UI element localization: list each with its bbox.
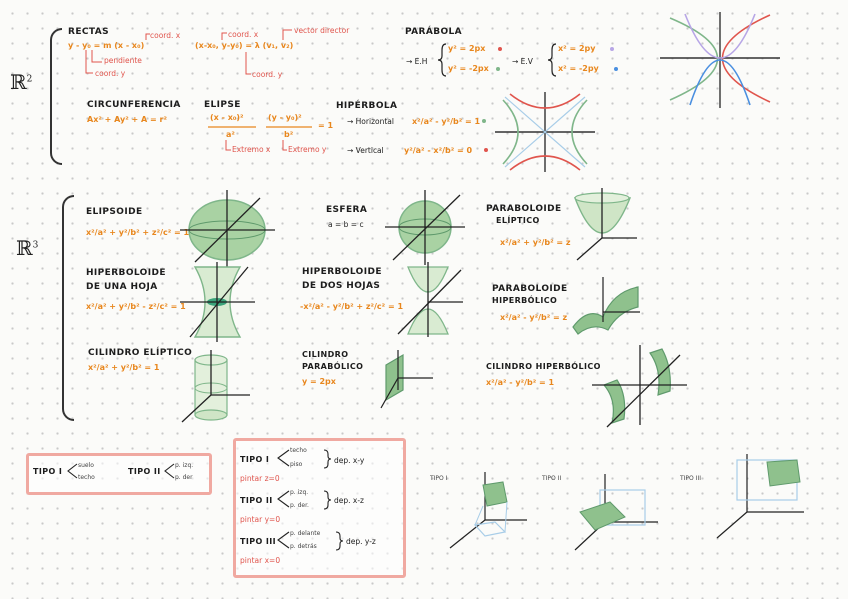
paraboloide-eliptico-title2: ELÍPTICO xyxy=(496,216,540,225)
parabola-eh-eq1: y² = 2px xyxy=(448,44,486,53)
elipsoide-title: ELIPSOIDE xyxy=(86,207,143,217)
elipse-note-y: Extremo y xyxy=(288,145,327,154)
hiperboloide-una-hoja-title1: HIPERBOLOIDE xyxy=(86,268,166,278)
box2-t2-dep: dep. x-z xyxy=(334,496,364,505)
tipo3-region-diagram xyxy=(712,452,807,542)
hiperbola-vertical-eq: y²/a² - x²/b² = 0 xyxy=(404,146,473,155)
hiperboloide-una-hoja-title2: DE UNA HOJA xyxy=(86,282,158,292)
hiperbola-vertical-label: → Vertical xyxy=(347,146,384,155)
box2-t3-dep: dep. y-z xyxy=(346,537,376,546)
box2-t2: TIPO II xyxy=(240,496,273,505)
paraboloide-hiperbolico-title1: PARABOLOIDE xyxy=(492,284,568,294)
elipse-num2: (y - y₀)² xyxy=(268,113,302,122)
r3-label: ℝ$^3$ xyxy=(16,236,39,260)
box2-t1-dep: dep. x-y xyxy=(334,456,365,465)
cilindro-parabolico-eq: y = 2px xyxy=(302,377,336,386)
note-coord-y1: coord. y xyxy=(95,69,126,78)
tipo2-region-diagram xyxy=(570,472,660,552)
box2-t2-top: p. izq. xyxy=(290,489,309,496)
hiperbola-horizontal-label: → Horizontal xyxy=(347,117,394,126)
box2-t3-top: p. delante xyxy=(290,530,321,537)
hiperboloide-dos-hojas-eq: -x²/a² - y²/b² + z²/c² = 1 xyxy=(300,302,404,311)
box2-t3-bottom: p. detrás xyxy=(290,543,317,550)
parabola-ev: → E.V xyxy=(512,57,533,66)
note-vector-director: vector director xyxy=(294,26,350,35)
hiperbola-horizontal-eq: x²/a² - y²/b² = 1 xyxy=(412,117,481,126)
elipse-title: ELIPSE xyxy=(204,100,241,110)
elipse-num1: (x - x₀)² xyxy=(210,113,244,122)
note-pendiente: pendiente xyxy=(104,56,142,65)
parabola-title: PARÁBOLA xyxy=(405,27,463,37)
box1-tipo1-bottom: techo xyxy=(78,474,95,481)
paraboloide-eliptico-eq: x²/a² + y²/b² = z xyxy=(500,238,571,247)
box2-t1-bottom: piso xyxy=(290,461,303,468)
parabola-eh: → E.H xyxy=(406,57,428,66)
paraboloide-eliptico-title1: PARABOLOIDE xyxy=(486,204,562,214)
box1-tipo2-bottom: p. der xyxy=(175,474,193,481)
diagram-tipo2-label: TIPO II xyxy=(542,475,562,482)
paraboloide-hiperbolico-title2: HIPERBÓLICO xyxy=(492,296,558,305)
cilindro-eliptico-eq: x²/a² + y²/b² = 1 xyxy=(88,363,160,372)
box1-tipo1: TIPO I xyxy=(33,467,63,476)
box2-t1-top: techo xyxy=(290,447,307,454)
box2-t1: TIPO I xyxy=(240,455,270,464)
elipse-den1: a² xyxy=(226,130,235,139)
circunferencia-title: CIRCUNFERENCIA xyxy=(87,100,181,110)
cilindro-hiperbolico-eq: x²/a² - y²/b² = 1 xyxy=(486,378,555,387)
tipo1-region-diagram xyxy=(445,470,530,550)
rectas-eq-vector: (x-x₀, y-y₀) = λ (v₁, v₂) xyxy=(195,41,294,50)
cilindro-hiperbolico-title: CILINDRO HIPERBÓLICO xyxy=(486,362,601,371)
box2-t3: TIPO III xyxy=(240,537,277,546)
cilindro-eliptico-title: CILINDRO ELÍPTICO xyxy=(88,348,193,358)
note-coord-y2: coord. y xyxy=(252,70,283,79)
rectas-eq-point-slope: y - y₀ = m (x - x₀) xyxy=(68,41,145,50)
hiperboloide-dos-hojas-title1: HIPERBOLOIDE xyxy=(302,267,382,277)
hiperboloide-dos-hojas-title2: DE DOS HOJAS xyxy=(302,281,381,291)
box1-tipo2-top: p. izq. xyxy=(175,462,194,469)
box2-t2-pintar: pintar y=0 xyxy=(240,515,281,524)
paraboloide-hiperbolico-eq: x²/a² - y²/b² = z xyxy=(500,313,568,322)
cilindro-parabolico-title2: PARABÓLICO xyxy=(302,362,364,371)
parabola-ev-eq2: x² = -2py xyxy=(558,64,599,73)
elipse-rhs: = 1 xyxy=(318,121,334,130)
box2-t3-pintar: pintar x=0 xyxy=(240,556,281,565)
diagram-tipo1-label: TIPO I xyxy=(430,475,448,482)
box1-tipo1-top: suelo xyxy=(78,462,94,469)
rectas-title: RECTAS xyxy=(68,27,109,37)
diagram-tipo3-label: TIPO III xyxy=(680,475,701,482)
cilindro-parabolico-title1: CILINDRO xyxy=(302,350,349,359)
parabola-ev-eq1: x² = 2py xyxy=(558,44,596,53)
esfera-eq: a = b = c xyxy=(328,220,364,229)
box1-tipo2: TIPO II xyxy=(128,467,161,476)
esfera-title: ESFERA xyxy=(326,205,368,215)
note-coord-x2: coord. x xyxy=(228,30,259,39)
hiperboloide-una-hoja-eq: x²/a² + y²/b² - z²/c² = 1 xyxy=(86,302,186,311)
note-coord-x1: coord. x xyxy=(150,31,181,40)
box2-t2-bottom: p. der. xyxy=(290,502,309,509)
elipse-den2: b² xyxy=(284,130,294,139)
circunferencia-eq: Ax² + Ay² + A = r² xyxy=(87,115,167,124)
parabola-eh-eq2: y² = -2px xyxy=(448,64,489,73)
elipsoide-eq: x²/a² + y²/b² + z²/c² = 1 xyxy=(86,228,190,237)
r2-label: ℝ$^2$ xyxy=(10,70,33,94)
hiperbola-title: HIPÉRBOLA xyxy=(336,101,398,111)
box2-t1-pintar: pintar z=0 xyxy=(240,474,280,483)
elipse-note-x: Extremo x xyxy=(232,145,271,154)
